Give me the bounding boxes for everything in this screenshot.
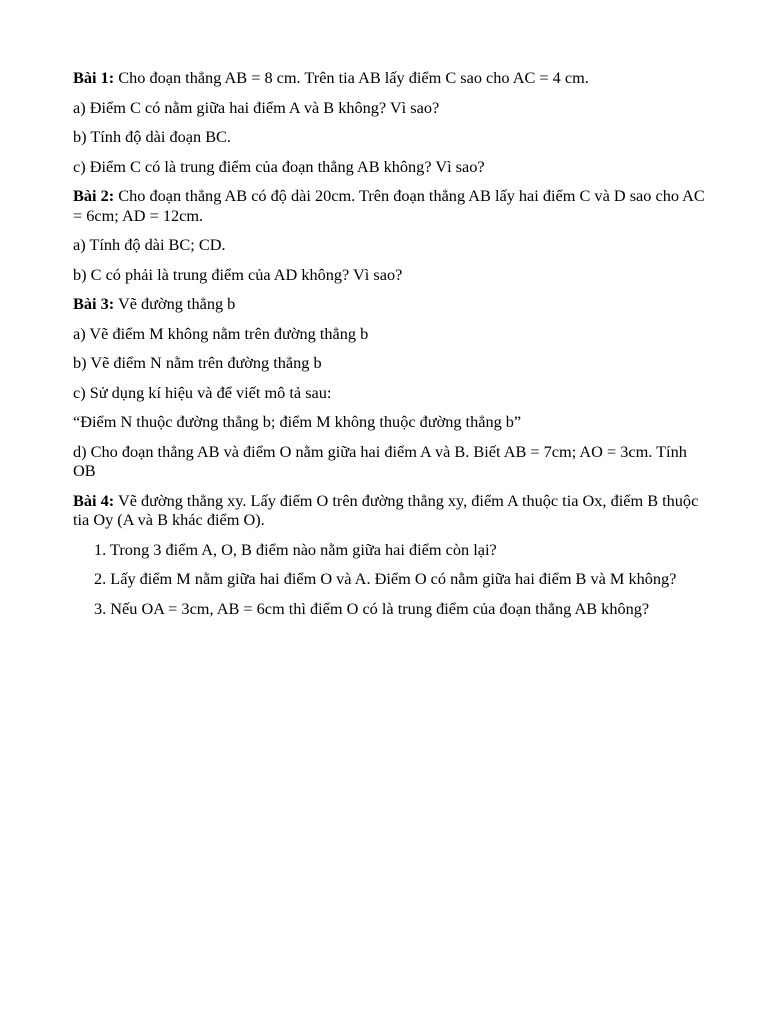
problem-3-item-a: a) Vẽ điểm M không nằm trên đường thẳng b bbox=[73, 323, 369, 343]
problem-4-statement bbox=[73, 491, 708, 530]
problem-4-text: Vẽ đường thẳng xy. Lấy điểm O trên đường thẳng xy, điểm A thuộc tia Ox, điểm B thuộc tia Oy (A và B khác điểm O). bbox=[73, 490, 699, 529]
problem-3-quote: “Điểm N thuộc đường thẳng b; điểm M không thuộc đường thẳng b” bbox=[73, 412, 522, 431]
list-item-text: Trong 3 điểm A, O, B điểm nào nằm giữa hai điểm còn lại? bbox=[106, 539, 497, 559]
problem-1-label: Bài 1: bbox=[73, 68, 115, 87]
list-number: 2. bbox=[94, 569, 107, 588]
problem-3-item-b: b) Vẽ điểm N nằm trên đường thẳng b bbox=[73, 353, 322, 372]
problem-2-item-b: b) C có phải là trung điểm của AD không? Vì sao? bbox=[73, 264, 403, 284]
problem-1-text: Cho đoạn thẳng AB = 8 cm. Trên tia AB lấy điểm C sao cho AC = 4 cm. bbox=[114, 68, 589, 87]
problem-2-label: Bài 2: bbox=[73, 186, 115, 205]
problem-1-item-a: a) Điểm C có nằm giữa hai điểm A và B không? Vì sao? bbox=[73, 97, 440, 117]
problem-2-text: Cho đoạn thẳng AB có độ dài 20cm. Trên đoạn thẳng AB lấy hai điểm C và D sao cho AC = 6cm; AD = 12cm. bbox=[73, 186, 705, 225]
problem-4-question-3 bbox=[73, 599, 708, 619]
problem-1-statement bbox=[73, 68, 708, 88]
problem-2-statement bbox=[73, 186, 708, 225]
problem-3-item-d: d) Cho đoạn thẳng AB và điểm O nằm giữa hai điểm A và B. Biết AB = 7cm; AO = 3cm. Tính OB bbox=[73, 441, 687, 480]
problem-2-item-a: a) Tính độ dài BC; CD. bbox=[73, 235, 226, 254]
problem-3-label: Bài 3: bbox=[73, 294, 115, 313]
problem-1-item-b: b) Tính độ dài đoạn BC. bbox=[73, 127, 231, 146]
problem-4-question-2 bbox=[73, 569, 708, 589]
list-item-text: Lấy điểm M nằm giữa hai điểm O và A. Điểm O có nằm giữa hai điểm B và M không? bbox=[106, 569, 677, 588]
problem-3-item-c: c) Sử dụng kí hiệu và để viết mô tả sau: bbox=[73, 382, 332, 402]
problem-4-question-1 bbox=[73, 540, 708, 560]
problem-3-text: Vẽ đường thẳng b bbox=[114, 294, 236, 313]
list-item-text: Nếu OA = 3cm, AB = 6cm thì điểm O có là trung điểm của đoạn thẳng AB không? bbox=[106, 598, 650, 618]
problem-1-item-c: c) Điểm C có là trung điểm của đoạn thẳng AB không? Vì sao? bbox=[73, 156, 485, 176]
problem-4-label: Bài 4: bbox=[73, 490, 115, 510]
problem-3-statement bbox=[73, 294, 708, 314]
list-number: 3. bbox=[94, 598, 107, 618]
list-number: 1. bbox=[94, 539, 107, 559]
